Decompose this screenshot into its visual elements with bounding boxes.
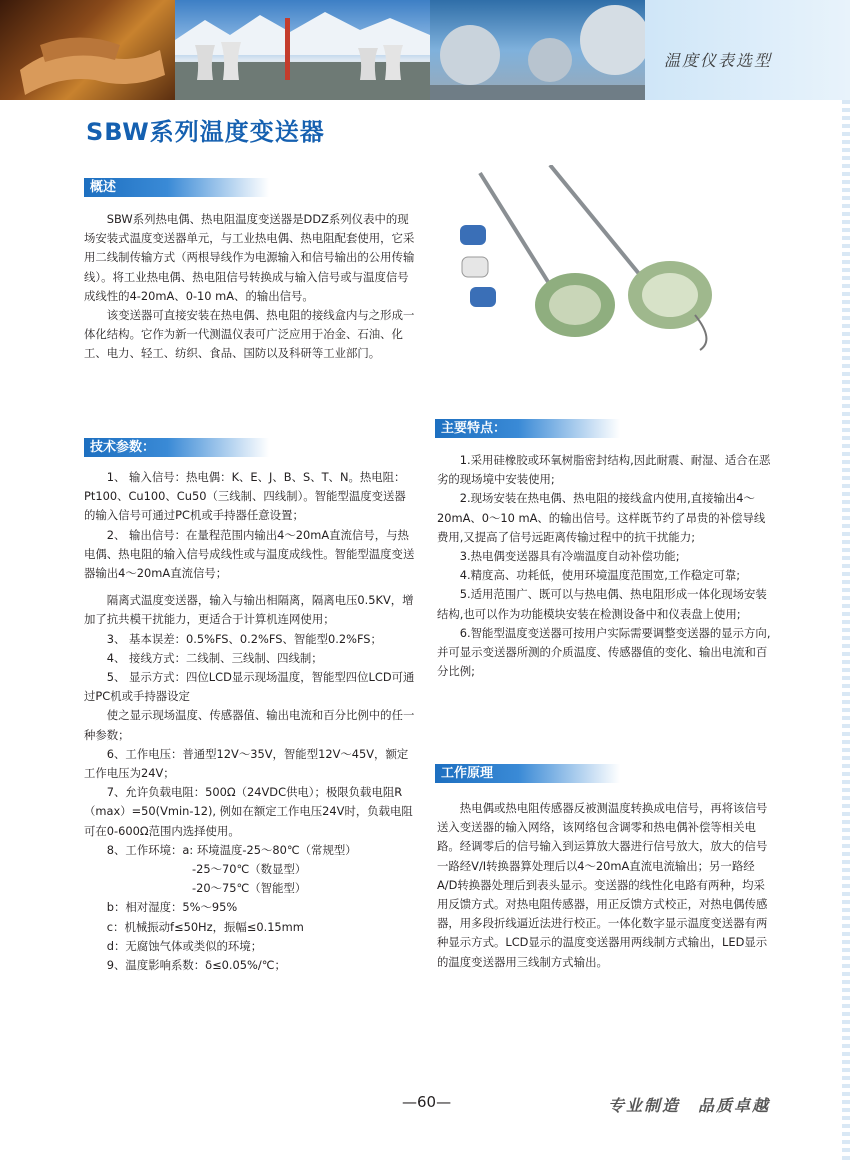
param-item: 2、 输出信号：在量程范围内输出4～20mA直流信号，与热电偶、热电阻的输入信号成线性或与温度成线性。智能型温度变送器输出4～20mA直流信号； (84, 527, 415, 581)
feature-item: 6.智能型温度变送器可按用户实际需要调整变送器的显示方向,并可显示变送器所测的介质温度、传感器值的变化、输出电流和百分比例; (437, 625, 771, 679)
tech-params-heading: 技术参数： (84, 438, 269, 457)
feature-item: 5.适用范围广、既可以与热电偶、热电阻形成一体化现场安装结构,也可以作为功能模块安装在检测设备中和仪表盘上使用; (437, 587, 767, 621)
power-plant-photo (175, 0, 430, 100)
param-item: 8、工作环境：a: 环境温度-25～80℃（常规型） (106, 842, 357, 857)
param-item: d：无腐蚀气体或类似的环境； (106, 938, 263, 953)
param-item: -20～75℃（智能型） (192, 881, 307, 896)
overview-paragraph: SBW系列热电偶、热电阻温度变送器是DDZ系列仪表中的现场安装式温度变送器单元，与工业热电偶、热电阻配套使用，它采用二线制传输方式（两根导线作为电源输入和信号输出的公用传输线）。将工业热电偶、热电阻信号转换成与输入信号或与温度信号成线性的4-20mA、0-10 mA、的输出信号。 (84, 212, 415, 303)
param-item: 使之显示现场温度、传感器值、输出电流和百分比例中的任一种参数； (84, 708, 415, 742)
decorative-edge (842, 100, 850, 1163)
param-item: 3、 基本误差：0.5%FS、0.2%FS、智能型0.2%FS； (106, 631, 382, 646)
param-item: 隔离式温度变送器，输入与输出相隔离，隔离电压0.5KV，增加了抗共模干扰能力，更适合于计算机连网使用； (84, 593, 414, 627)
param-item: c：机械振动f≤50Hz，振幅≤0.15mm (106, 919, 304, 934)
param-item: 6、工作电压：普通型12V～35V，智能型12V～45V，额定工作电压为24V； (84, 746, 409, 781)
param-item: b：相对湿度：5%～95% (106, 900, 238, 915)
handshake-photo (0, 0, 175, 100)
section-label: 温度仪表选型 (663, 51, 772, 70)
header-banner (0, 0, 850, 100)
features-heading: 主要特点： (435, 419, 620, 438)
param-item: 5、 显示方式：四位LCD显示现场温度，智能型四位LCD可通过PC机或手持器设定 (84, 670, 415, 704)
features-text (437, 451, 774, 681)
tech-params-text (84, 468, 416, 975)
overview-heading: 概述 (84, 178, 269, 197)
param-item: 1、 输入信号：热电偶：K、E、J、B、S、T、N。热电阻： Pt100、Cu100、Cu50（三线制、四线制）。智能型温度变送器的输入信号可通过PC机或手持器任意设置； (84, 470, 406, 523)
overview-text (84, 210, 416, 364)
transmitter-product-image (440, 165, 770, 355)
page-number: —60— (402, 1093, 452, 1111)
param-item: -25～70℃（数显型） (192, 862, 307, 877)
principle-text (437, 799, 774, 972)
overview-paragraph: 该变送器可直接安装在热电偶、热电阻的接线盒内与之形成一体化结构。它作为新一代测温仪表可广泛应用于冶金、石油、化工、电力、轻工、纺织、食品、国防以及科研等工业部门。 (84, 308, 415, 361)
param-item: 9、温度影响系数：δ≤0.05%/℃； (106, 958, 286, 973)
page-title: SBW系列温度变送器 (86, 118, 325, 146)
footer-slogan: 专业制造 品质卓越 (607, 1096, 770, 1115)
principle-heading: 工作原理 (435, 764, 620, 783)
storage-tanks-photo (430, 0, 645, 100)
feature-item: 1.采用硅橡胶或环氧树脂密封结构,因此耐震、耐湿、适合在恶劣的现场境中安装使用; (437, 453, 771, 487)
feature-item: 2.现场安装在热电偶、热电阻的接线盒内使用,直接输出4～20mA、0～10 mA、的输出信号。这样既节约了昂贵的补偿导线费用,又提高了信号远距离传输过程中的抗干扰能力; (437, 491, 766, 544)
principle-paragraph: 热电偶或热电阻传感器反被测温度转换成电信号，再将该信号送入变送器的输入网络，该网络包含调零和热电偶补偿等相关电路。经调零后的信号输入到运算放大器进行信号放大，放大的信号一路经V/I转换器算处理后以4～20mA直流电流输出；另一路经A/D转换器处理后到表头显示。变送器的线性化电路有两种，均采用反馈方式。对热电阻传感器，用正反馈方式校正，对热电偶传感器，用多段折线逼近法进行校正。一体化数字显示温度变送器有两种显示方式。LCD显示的温度变送器用两线制方式输出，LED显示的温度变送器用三线制方式输出。 (437, 801, 768, 969)
param-item: 4、 接线方式：二线制、三线制、四线制； (106, 650, 323, 665)
feature-item: 3.热电偶变送器具有冷端温度自动补偿功能; (459, 549, 680, 564)
feature-item: 4.精度高、功耗低，使用环境温度范围宽,工作稳定可靠; (459, 568, 741, 583)
param-item: 7、允许负载电阻：500Ω（24VDC供电）；极限负载电阻R（max）=50(Vmin-12), 例如在额定工作电压24V时，负载电阻可在0-600Ω范围内选择使用。 (84, 785, 413, 838)
